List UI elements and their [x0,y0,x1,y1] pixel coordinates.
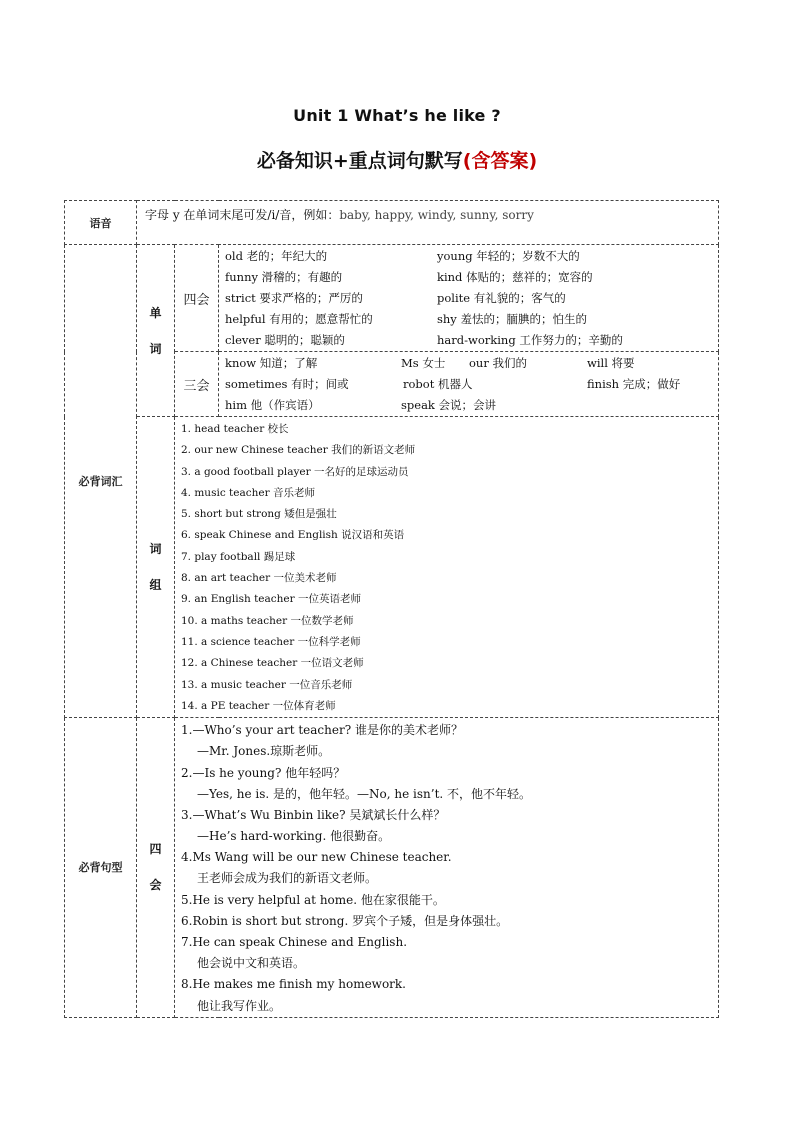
sentence-line: 7.He can speak Chinese and English. [181,935,408,950]
vocab-word: helpful 有用的；愿意帮忙的 [225,312,373,326]
vocab-word: old 老的；年纪大的 [225,249,328,263]
sentence-line: 8.He makes me finish my homework. [181,977,406,992]
vocab-word: finish 完成；做好 [587,377,681,391]
sentence-line: 2.—Is he young? 他年轻吗？ [181,765,346,780]
sentence-line: —Yes, he is. 是的，他年轻。—No, he isn’t. 不，他不年轻。 [197,786,532,801]
subtitle-answer-note: (含答案) [462,150,538,172]
vocab-word: speak 会说；会讲 [401,398,497,412]
sentence-line: 1.—Who’s your art teacher? 谁是你的美术老师？ [181,723,463,738]
sentence-line: —He’s hard-working. 他很勤奋。 [197,829,391,844]
four-word-line [175,267,718,288]
unit-title: Unit 1 What’s he like ? [293,106,501,125]
phrase-item: 6. speak Chinese and English 说汉语和英语 [181,529,405,542]
phrase-list [175,417,718,717]
four-word-grid [175,245,718,351]
sentence-line: 3.—What’s Wu Binbin like? 吴斌斌长什么样？ [181,807,446,822]
sentence-line: 4.Ms Wang will be our new Chinese teacher. [181,850,452,865]
phonics-examples: baby, happy, windy, sunny, sorry [339,208,534,222]
sentences-row [65,718,719,1018]
sentences-four-label: 四 会 [137,718,175,1018]
phrase-item: 1. head teacher 校长 [181,423,289,435]
phrase-item: 7. play football 踢足球 [181,550,296,563]
knowledge-table [64,200,719,1018]
phonics-rule: 字母 y 在单词末尾可发/i/音，例如： [145,208,340,222]
vocab-word: young 年轻的；岁数不大的 [437,249,580,263]
vocab-word: our 我们的 [469,356,527,370]
sentence-list [175,718,718,1017]
vocab-four-row [65,245,719,352]
page-subtitle [0,146,794,173]
phrase-item: 8. an art teacher 一位美术老师 [181,572,337,585]
sentence-line: 5.He is very helpful at home. 他在家很能干。 [181,892,445,907]
phrases-content [175,417,719,718]
phrase-item: 9. an English teacher 一位英语老师 [181,593,361,606]
four-word-line [175,309,718,330]
phrase-item: 12. a Chinese teacher 一位语文老师 [181,657,364,670]
words-label: 单 词 [137,245,175,417]
sentence-line: 王老师会成为我们的新语文老师。 [197,871,378,886]
phonics-label: 语音 [65,201,137,245]
three-word-grid [175,352,718,416]
vocab-word: hard-working 工作努力的；辛勤的 [437,333,623,347]
three-word-line [175,395,718,416]
vocab-word: funny 滑稽的；有趣的 [225,270,343,284]
vocab-word: sometimes 有时；间或 [225,377,349,391]
sentences-label: 必背句型 [65,718,137,1018]
vocab-word: kind 体贴的；慈祥的；宽容的 [437,270,593,284]
three-level-words [219,352,719,417]
phrase-item: 2. our new Chinese teacher 我们的新语文老师 [181,444,416,457]
phrase-item: 3. a good football player 一名好的足球运动员 [181,465,409,478]
three-word-line [175,353,718,374]
phonics-content [137,201,719,245]
phrase-item: 10. a maths teacher 一位数学老师 [181,614,354,627]
vocab-word: strict 要求严格的；严厉的 [225,291,363,305]
subtitle-main: 必备知识+重点词句默写 [256,150,463,172]
vocab-word: Ms 女士 [401,356,446,370]
phonics-row [65,201,719,245]
four-level-words [219,245,719,352]
vocab-word: shy 羞怯的；腼腆的；怕生的 [437,312,587,326]
phrases-label: 词 组 [137,417,175,718]
four-word-line [175,288,718,309]
vocab-word: robot 机器人 [403,377,473,391]
phrase-item: 5. short but strong 矮但是强壮 [181,508,337,521]
four-word-line [175,246,718,267]
vocab-word: clever 聪明的；聪颖的 [225,333,345,347]
three-word-line [175,374,718,395]
vocab-word: polite 有礼貌的；客气的 [437,291,566,305]
vocab-word: know 知道；了解 [225,356,318,370]
vocab-word: will 将要 [587,356,635,370]
sentence-line: 他让我写作业。 [197,998,282,1013]
sentences-content [175,718,719,1018]
vocab-label: 必背词汇 [65,245,137,718]
phrase-item: 14. a PE teacher 一位体育老师 [181,699,336,712]
vocab-phrases-row [65,417,719,718]
phrase-item: 4. music teacher 音乐老师 [181,486,315,499]
sentence-line: 6.Robin is short but strong. 罗宾个子矮，但是身体强壮。 [181,913,509,928]
vocab-word: him 他（作宾语） [225,398,320,412]
phrase-item: 13. a music teacher 一位音乐老师 [181,678,353,691]
four-word-line [175,330,718,351]
sentence-line: —Mr. Jones.琼斯老师。 [197,744,331,759]
four-level-label: 四会 [175,245,219,352]
sentence-line: 他会说中文和英语。 [197,956,306,971]
three-level-label: 三会 [175,352,219,417]
phrase-item: 11. a science teacher 一位科学老师 [181,635,361,648]
